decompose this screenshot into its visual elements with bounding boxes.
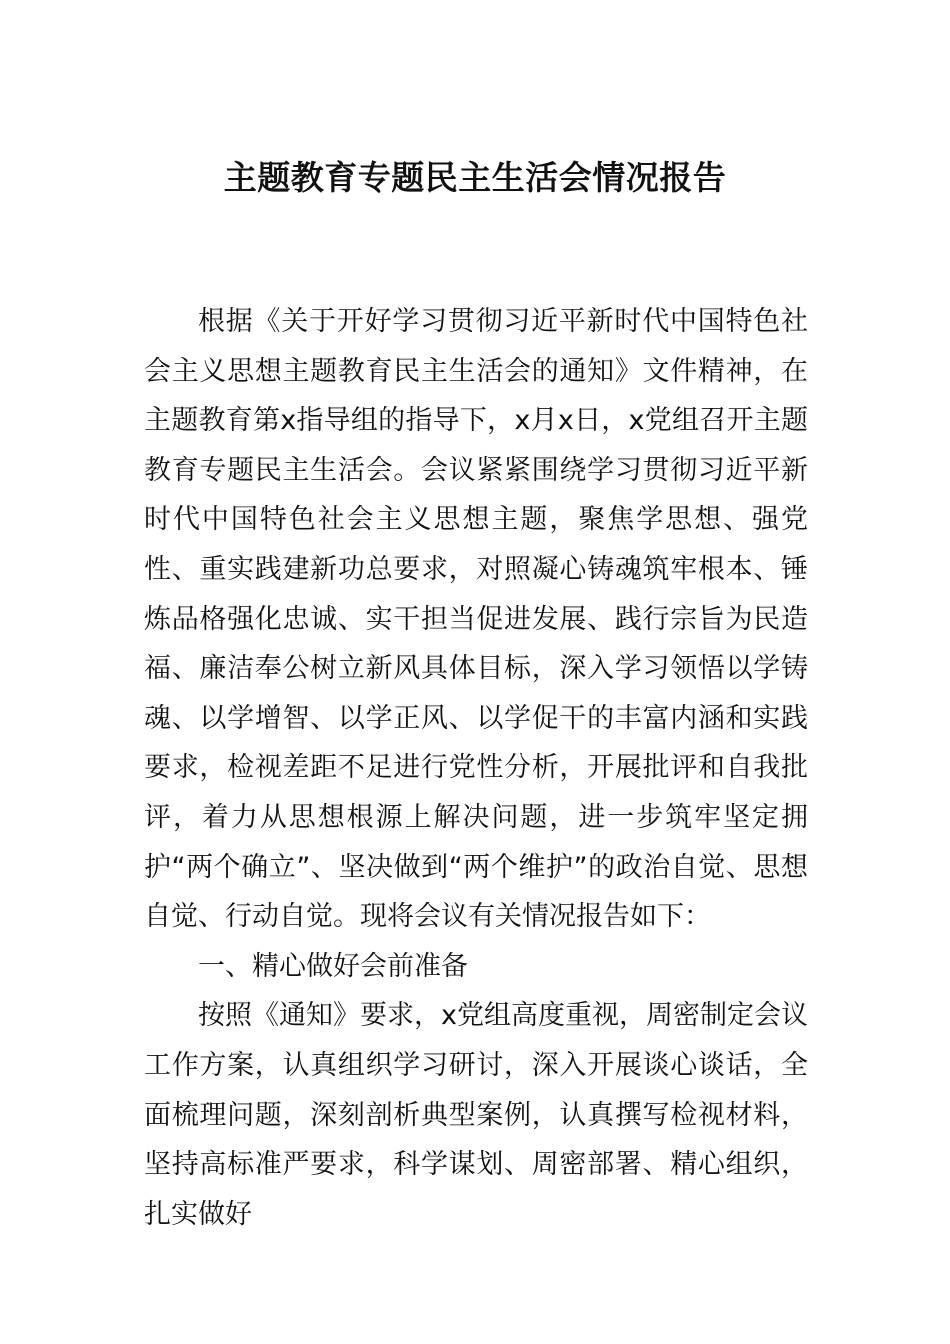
document-title: 主题教育专题民主生活会情况报告: [223, 158, 727, 197]
section-heading-1: 一、精心做好会前准备: [198, 950, 468, 982]
body-paragraph-section-1: 按照《通知》要求，x党组高度重视，周密制定会议工作方案，认真组织学习研讨，深入开展谈心谈话，全面梳理问题，深刻剖析典型案例，认真撰写检视材料，坚持高标准严要求，科学谋划、周密部署、精心组织，扎实做好: [144, 1000, 808, 1230]
body-paragraph-intro: 根据《关于开好学习贯彻习近平新时代中国特色社会主义思想主题教育民主生活会的通知》文件精神，在主题教育第x指导组的指导下，x月x日，x党组召开主题教育专题民主生活会。会议紧紧围绕学习贯彻习近平新时代中国特色社会主义思想主题，聚焦学思想、强党性、重实践建新功总要求，对照凝心铸魂筑牢根本、锤炼品格强化忠诚、实干担当促进发展、践行宗旨为民造福、廉洁奉公树立新风具体目标，深入学习领悟以学铸魂、以学增智、以学正风、以学促干的丰富内涵和实践要求，检视差距不足进行党性分析，开展批评和自我批评，着力从思想根源上解决问题，进一步筑牢坚定拥护“两个确立”、坚决做到“两个维护”的政治自觉、思想自觉、行动自觉。现将会议有关情况报告如下：: [144, 306, 808, 933]
document-body: [144, 297, 808, 1239]
